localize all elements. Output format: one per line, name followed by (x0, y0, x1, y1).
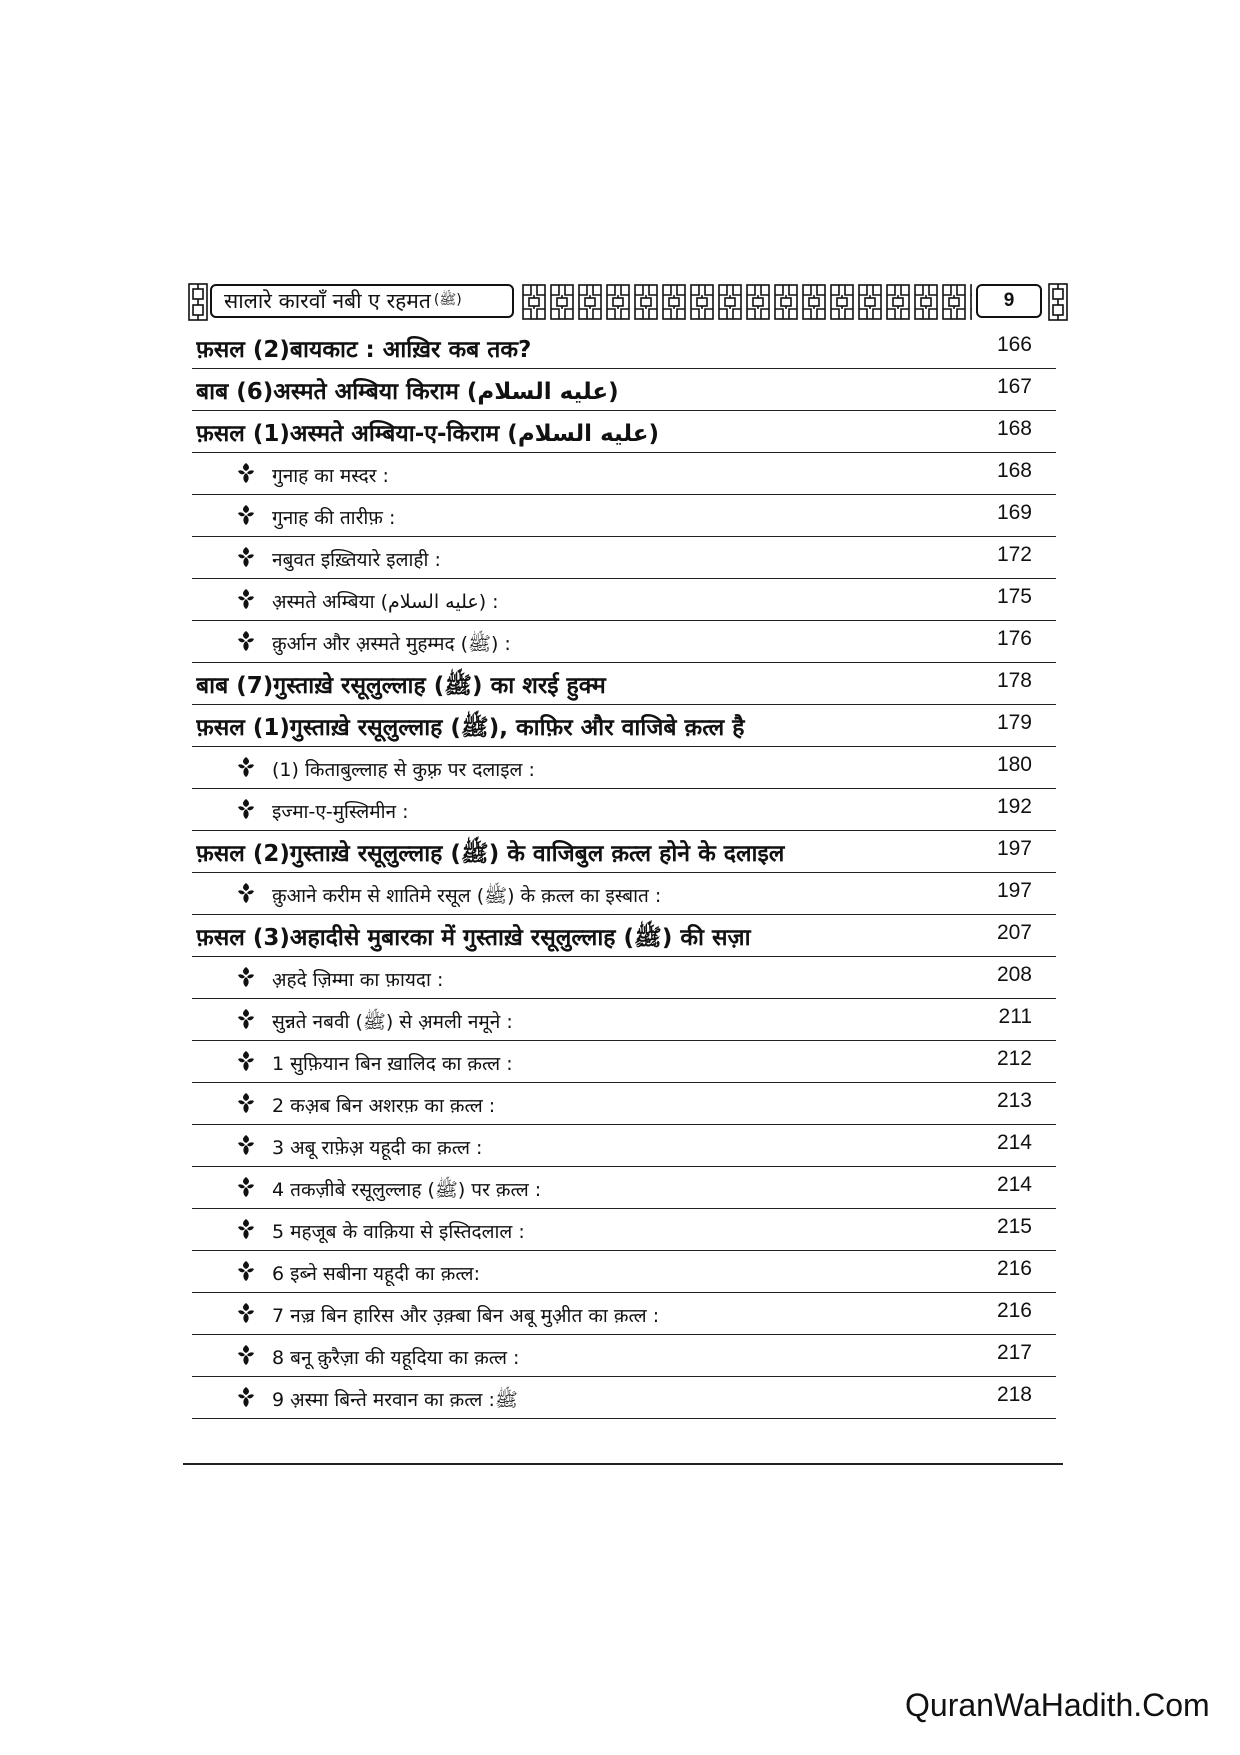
toc-page-number: 176 (996, 627, 1032, 650)
toc-heading-row (192, 411, 1056, 453)
toc-page-number: 212 (996, 1047, 1032, 1070)
toc-label: 6 इब्ने सबीना यहूदी का क़त्ल: (272, 1263, 480, 1285)
table-of-contents (192, 327, 1056, 1419)
toc-page-number: 197 (996, 837, 1032, 860)
toc-label: अ़हदे ज़िम्मा का फ़ायदा : (272, 969, 444, 991)
book-title-box (210, 284, 514, 318)
toc-heading-row (192, 369, 1056, 411)
toc-label: नबुवत इख़्तियारे इलाही : (272, 549, 441, 571)
flower-bullet-icon (236, 1050, 256, 1072)
flower-bullet-icon (236, 1092, 256, 1114)
toc-label: 4 तकज़ीबे रसूलुल्लाह (ﷺ) पर क़त्ल : (272, 1179, 542, 1201)
toc-page-number: 172 (996, 543, 1032, 566)
bottom-divider (183, 1463, 1063, 1465)
toc-label: फ़सल (2)बायकाट : आख़िर कब तक? (196, 337, 532, 363)
toc-entry-row (192, 453, 1056, 495)
ornament-icon (186, 281, 210, 323)
toc-page-number: 197 (996, 879, 1032, 902)
toc-label: 2 कअ़ब बिन अशरफ़ का क़त्ल : (272, 1095, 496, 1117)
honorific: (ﷺ) (433, 292, 462, 308)
toc-page-number: 208 (996, 963, 1032, 986)
toc-page-number: 217 (996, 1341, 1032, 1364)
toc-entry-row (192, 873, 1056, 915)
toc-page-number: 216 (996, 1257, 1032, 1280)
flower-bullet-icon (236, 756, 256, 778)
toc-entry-row (192, 1293, 1056, 1335)
toc-entry-row (192, 789, 1056, 831)
toc-label: 8 बनू क़ुरैज़ा की यहूदिया का क़त्ल : (272, 1347, 520, 1369)
flower-bullet-icon (236, 588, 256, 610)
toc-page-number: 214 (996, 1131, 1032, 1154)
toc-label: अ़स्मते अम्बिया (عليه السلام) : (272, 591, 499, 613)
toc-label: बाब (6)अस्मते अम्बिया किराम (عليه السلام) (196, 379, 619, 405)
toc-label: फ़सल (1)अस्मते अम्बिया-ए-किराम (عليه السلام) (196, 421, 660, 447)
toc-entry-row (192, 1041, 1056, 1083)
toc-page-number: 218 (996, 1383, 1032, 1406)
toc-label: फ़सल (2)गुस्ताख़े रसूलुल्लाह (ﷺ) के वाजिबुल क़त्ल होने के दलाइल (196, 841, 785, 867)
flower-bullet-icon (236, 1344, 256, 1366)
toc-label: फ़सल (3)अहादीसे मुबारका में गुस्ताख़े रसूलुल्लाह (ﷺ) की सज़ा (196, 925, 751, 951)
flower-bullet-icon (236, 630, 256, 652)
toc-page-number: 175 (996, 585, 1032, 608)
toc-heading-row (192, 705, 1056, 747)
toc-label: गुनाह की तारीफ़ : (272, 507, 396, 529)
toc-entry-row (192, 495, 1056, 537)
flower-bullet-icon (236, 1218, 256, 1240)
toc-page-number: 216 (996, 1299, 1032, 1322)
flower-bullet-icon (236, 1176, 256, 1198)
toc-entry-row (192, 1251, 1056, 1293)
toc-entry-row (192, 579, 1056, 621)
flower-bullet-icon (236, 882, 256, 904)
toc-label: इज्मा-ए-मुस्लिमीन : (272, 801, 409, 823)
toc-page-number: 166 (996, 333, 1032, 356)
toc-label: (1) किताबुल्लाह से कुफ़्र पर दलाइल : (272, 759, 535, 781)
toc-page-number: 168 (996, 417, 1032, 440)
toc-page-number: 178 (996, 669, 1032, 692)
flower-bullet-icon (236, 1008, 256, 1030)
toc-page-number: 211 (998, 1005, 1032, 1028)
page-header (188, 281, 1068, 323)
toc-label: बाब (7)गुस्ताख़े रसूलुल्लाह (ﷺ) का शरई हुक्म (196, 673, 606, 699)
toc-heading-row (192, 663, 1056, 705)
toc-label: गुनाह का मस्दर : (272, 465, 389, 487)
toc-label: 7 नज़्र बिन हारिस और उ़क़्बा बिन अबू मुअ़ीत का क़त्ल : (272, 1305, 660, 1327)
flower-bullet-icon (236, 1134, 256, 1156)
flower-bullet-icon (236, 462, 256, 484)
toc-page-number: 215 (996, 1215, 1032, 1238)
toc-entry-row (192, 1335, 1056, 1377)
toc-page-number: 179 (996, 711, 1032, 734)
toc-page-number: 214 (996, 1173, 1032, 1196)
toc-label: 5 महजूब के वाक़िया से इस्तिदलाल : (272, 1221, 525, 1243)
page-number-box (976, 284, 1042, 318)
book-title: सालारे कारवाँ नबी ए रहमत (224, 289, 431, 313)
flower-bullet-icon (236, 1302, 256, 1324)
toc-entry-row (192, 537, 1056, 579)
site-watermark: QuranWaHadith.Com (905, 1687, 1210, 1723)
toc-page-number: 213 (996, 1089, 1032, 1112)
flower-bullet-icon (236, 798, 256, 820)
toc-page-number: 180 (996, 753, 1032, 776)
toc-heading-row (192, 915, 1056, 957)
flower-bullet-icon (236, 966, 256, 988)
toc-page-number: 192 (996, 795, 1032, 818)
flower-bullet-icon (236, 504, 256, 526)
toc-heading-row (192, 831, 1056, 873)
toc-label: 9 अ़स्मा बिन्ते मरवान का क़त्ल :ﷺ (272, 1389, 518, 1411)
toc-page-number: 167 (996, 375, 1032, 398)
ornament-icon (1046, 281, 1070, 323)
toc-entry-row (192, 621, 1056, 663)
toc-label: क़ुआने करीम से शातिमे रसूल (ﷺ) के क़त्ल का इस्बात : (272, 885, 662, 907)
toc-label: 1 सुफ़ियान बिन ख़ालिद का क़त्ल : (272, 1053, 513, 1075)
toc-label: फ़सल (1)गुस्ताख़े रसूलुल्लाह (ﷺ), काफ़िर और वाजिबे क़त्ल है (196, 715, 745, 741)
page-number: 9 (1003, 290, 1015, 311)
toc-page-number: 168 (996, 459, 1032, 482)
toc-entry-row (192, 747, 1056, 789)
toc-entry-row (192, 1209, 1056, 1251)
toc-heading-row (192, 327, 1056, 369)
toc-label: क़ुर्आन और अ़स्मते मुहम्मद (ﷺ) : (272, 633, 511, 655)
flower-bullet-icon (236, 1386, 256, 1408)
flower-bullet-icon (236, 1260, 256, 1282)
toc-entry-row (192, 1125, 1056, 1167)
toc-label: 3 अबू राफ़ेअ़ यहूदी का क़त्ल : (272, 1137, 483, 1159)
toc-entry-row (192, 1083, 1056, 1125)
toc-entry-row (192, 999, 1056, 1041)
toc-page-number: 207 (996, 921, 1032, 944)
toc-page-number: 169 (996, 501, 1032, 524)
toc-entry-row (192, 1167, 1056, 1209)
toc-label: सुन्नते नबवी (ﷺ) से अ़मली नमूने : (272, 1011, 513, 1033)
flower-bullet-icon (236, 546, 256, 568)
toc-entry-row (192, 957, 1056, 999)
toc-entry-row (192, 1377, 1056, 1419)
header-pattern (520, 281, 972, 323)
